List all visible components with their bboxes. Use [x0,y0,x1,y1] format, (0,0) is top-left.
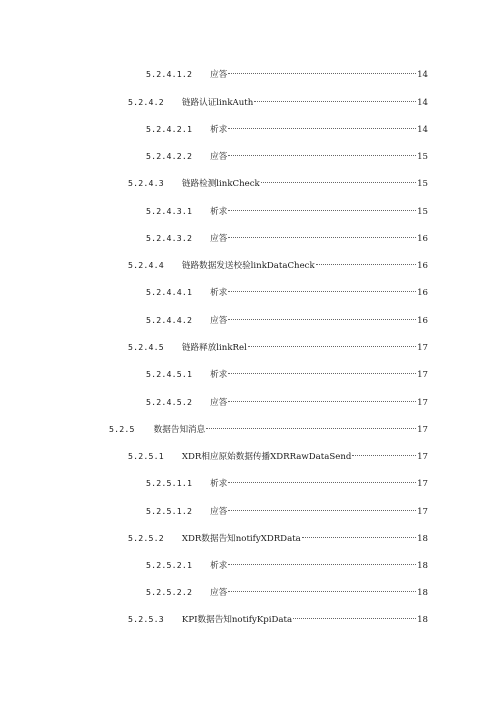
toc-entry-number: 5.2.4.5 [128,342,164,352]
dot-leader [228,291,416,292]
toc-entry-number: 5.2.4.4 [128,260,164,270]
toc-entry[interactable] [128,258,428,272]
toc-entry-title: 应答 [210,398,228,408]
toc-entry-page: 17 [417,398,428,408]
toc-entry-title: 应答 [210,234,228,244]
toc-entry[interactable] [146,395,428,409]
toc-entry-title: 链路释放linkRel [181,343,247,353]
toc-entry[interactable] [128,176,428,190]
dot-leader [228,128,416,129]
toc-entry[interactable] [146,476,428,490]
dot-leader [261,182,416,183]
toc-entry-page: 15 [417,207,428,217]
toc-entry[interactable] [146,313,428,327]
dot-leader [254,101,416,102]
toc-entry-page: 18 [417,615,428,625]
toc-entry[interactable] [128,95,428,109]
toc-entry-number: 5.2.4.2 [128,97,164,107]
toc-entry-title: 应答 [210,70,228,80]
toc-entry-title: 应答 [210,588,228,598]
toc-entry-number: 5.2.4.5.1 [146,369,193,379]
toc-entry[interactable] [146,67,428,81]
toc-entry-page: 18 [417,588,428,598]
toc-entry[interactable] [146,367,428,381]
toc-entry[interactable] [128,340,428,354]
toc-entry-title: 析求 [210,125,228,135]
toc-entry-number: 5.2.4.1.2 [146,69,193,79]
dot-leader [228,210,416,211]
toc-entry-number: 5.2.4.3 [128,178,164,188]
toc-entry-title: KPI数据告知notifyKpiData [181,615,293,625]
dot-leader [228,564,416,565]
toc-entry-page: 18 [417,561,428,571]
dot-leader [228,591,416,592]
dot-leader [228,482,416,483]
toc-entry[interactable] [146,231,428,245]
dot-leader [228,155,416,156]
toc-entry[interactable] [146,558,428,572]
dot-leader [248,346,416,347]
dot-leader [228,401,416,402]
toc-entry-page: 16 [417,316,428,326]
toc-entry-page: 17 [417,479,428,489]
toc-entry-number: 5.2.5.1.2 [146,506,193,516]
toc-entry[interactable] [146,285,428,299]
toc-entry-number: 5.2.5.1.1 [146,478,193,488]
toc-entry-number: 5.2.4.5.2 [146,397,193,407]
toc-entry[interactable] [109,422,428,436]
dot-leader [352,455,416,456]
toc-entry-page: 17 [417,343,428,353]
toc-entry-title: 应答 [210,316,228,326]
toc-entry[interactable] [128,449,428,463]
toc-entry-number: 5.2.4.4.1 [146,287,193,297]
dot-leader [228,373,416,374]
toc-entry-page: 14 [417,70,428,80]
toc-entry[interactable] [146,504,428,518]
toc-entry-number: 5.2.4.4.2 [146,315,193,325]
toc-entry-number: 5.2.5.2.1 [146,560,193,570]
toc-entry-number: 5.2.5 [109,424,135,434]
toc-entry[interactable] [146,585,428,599]
toc-entry-title: XDR数据告知notifyXDRData [181,534,301,544]
toc-entry-page: 18 [417,534,428,544]
toc-entry-title: 链路认证linkAuth [181,98,254,108]
toc-entry-number: 5.2.5.2.2 [146,587,193,597]
dot-leader [228,319,416,320]
toc-entry-title: 数据告知消息 [153,425,206,435]
dot-leader [228,73,416,74]
toc-entry[interactable] [128,531,428,545]
toc-entry-title: 析求 [210,561,228,571]
toc-entry-page: 14 [417,125,428,135]
toc-entry-number: 5.2.5.3 [128,614,164,624]
toc-entry-number: 5.2.4.2.2 [146,151,193,161]
toc-entry-page: 15 [417,152,428,162]
toc-entry-number: 5.2.5.1 [128,451,164,461]
toc-entry-title: 析求 [210,370,228,380]
toc-entry-page: 15 [417,179,428,189]
dot-leader [293,618,416,619]
toc-entry-title: 链路数据发送校验linkDataCheck [181,261,315,271]
toc-entry-number: 5.2.4.3.1 [146,206,193,216]
dot-leader [316,264,416,265]
toc-entry-page: 16 [417,234,428,244]
toc-entry-number: 5.2.4.3.2 [146,233,193,243]
toc-entry-page: 17 [417,507,428,517]
dot-leader [228,237,416,238]
toc-entry-page: 17 [417,452,428,462]
toc-entry-title: 应答 [210,507,228,517]
dot-leader [206,428,416,429]
toc-entry[interactable] [146,149,428,163]
toc-entry-title: 析求 [210,479,228,489]
toc-entry-title: 析求 [210,207,228,217]
dot-leader [228,510,416,511]
dot-leader [302,537,416,538]
toc-entry-page: 17 [417,425,428,435]
toc-entry-title: 链路检测linkCheck [181,179,260,189]
toc-entry-page: 14 [417,98,428,108]
toc-entry-page: 16 [417,288,428,298]
toc-entry-title: XDR相应原始数据传播XDRRawDataSend [181,452,352,462]
toc-entry-title: 析求 [210,288,228,298]
toc-entry[interactable] [128,612,428,626]
toc-entry-page: 17 [417,370,428,380]
toc-entry[interactable] [146,122,428,136]
toc-entry-number: 5.2.5.2 [128,533,164,543]
toc-entry-page: 16 [417,261,428,271]
toc-entry[interactable] [146,204,428,218]
toc-entry-number: 5.2.4.2.1 [146,124,193,134]
toc-entry-title: 应答 [210,152,228,162]
